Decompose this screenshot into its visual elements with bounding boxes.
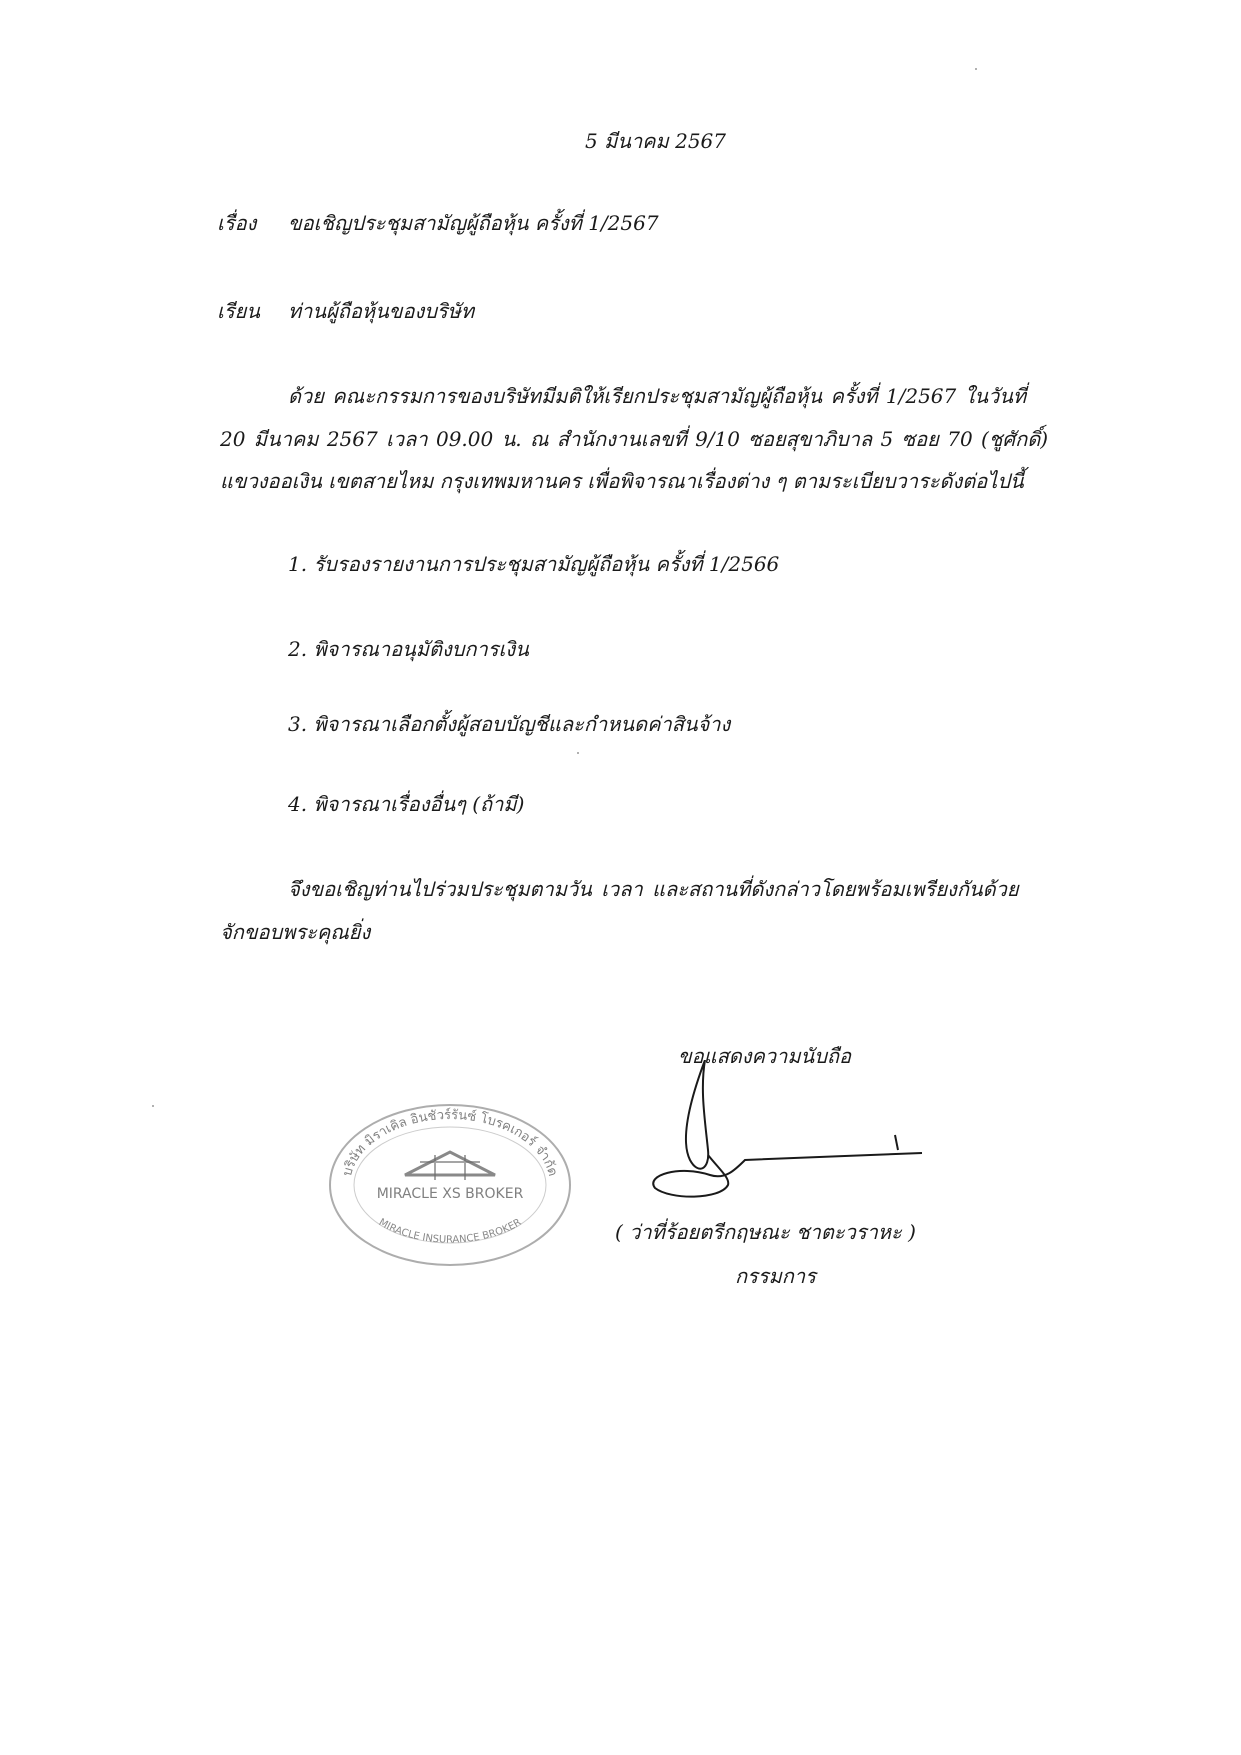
signer-position: กรรมการ [735, 1264, 816, 1288]
body-line-1: ด้วย คณะกรรมการของบริษัทมีมติให้เรียกประชุมสามัญผู้ถือหุ้น ครั้งที่ 1/2567 ในวันที่ [288, 384, 1027, 408]
agenda-item: 3. พิจารณาเลือกตั้งผู้สอบบัญชีและกำหนดค่าสินจ้าง [288, 712, 731, 736]
recipient-label: เรียน [217, 299, 260, 323]
recipient-text: ท่านผู้ถือหุ้นของบริษัท [288, 299, 475, 323]
svg-text:MIRACLE INSURANCE BROKER [377, 1217, 524, 1246]
signature-image [650, 1060, 930, 1220]
agenda-item: 4. พิจารณาเรื่องอื่นๆ (ถ้ามี) [288, 792, 525, 816]
regards-text: ขอแสดงความนับถือ [678, 1044, 852, 1068]
scan-speck [975, 68, 977, 70]
agenda-item: 2. พิจารณาอนุมัติงบการเงิน [288, 637, 529, 661]
letter-date: 5 มีนาคม 2567 [585, 129, 726, 153]
subject-text: ขอเชิญประชุมสามัญผู้ถือหุ้น ครั้งที่ 1/2567 [288, 211, 659, 235]
body-line-3: แขวงออเงิน เขตสายไหม กรุงเทพมหานคร เพื่อพิจารณาเรื่องต่าง ๆ ตามระเบียบวาระดังต่อไปนี้ [220, 469, 1024, 493]
seal-top-text: บริษัท มิราเคิล อินชัวร์รันซ์ โบรคเกอร์ จำกัด [339, 1107, 561, 1178]
seal-bottom-text: MIRACLE INSURANCE BROKER [376, 1216, 524, 1246]
agenda-item: 1. รับรองรายงานการประชุมสามัญผู้ถือหุ้น ครั้งที่ 1/2566 [288, 552, 780, 576]
scan-speck [577, 752, 579, 754]
closing-line-1: จึงขอเชิญท่านไปร่วมประชุมตามวัน เวลา และสถานที่ดังกล่าวโดยพร้อมเพรียงกันด้วย [288, 877, 1019, 901]
seal-brand-text: MIRACLE XS BROKER [376, 1186, 524, 1202]
subject-label: เรื่อง [217, 211, 257, 235]
body-line-2: 20 มีนาคม 2567 เวลา 09.00 น. ณ สำนักงานเลขที่ 9/10 ซอยสุขาภิบาล 5 ซอย 70 (ชูศักดิ์) [220, 427, 1049, 451]
company-seal [325, 1100, 575, 1270]
closing-line-2: จักขอบพระคุณยิ่ง [220, 920, 371, 944]
svg-text:บริษัท มิราเคิล อินชัวร์รันซ์ [340, 1107, 560, 1178]
signer-name: ( ว่าที่ร้อยตรีกฤษณะ ชาตะวราหะ ) [615, 1220, 916, 1244]
scan-speck [152, 1105, 154, 1107]
